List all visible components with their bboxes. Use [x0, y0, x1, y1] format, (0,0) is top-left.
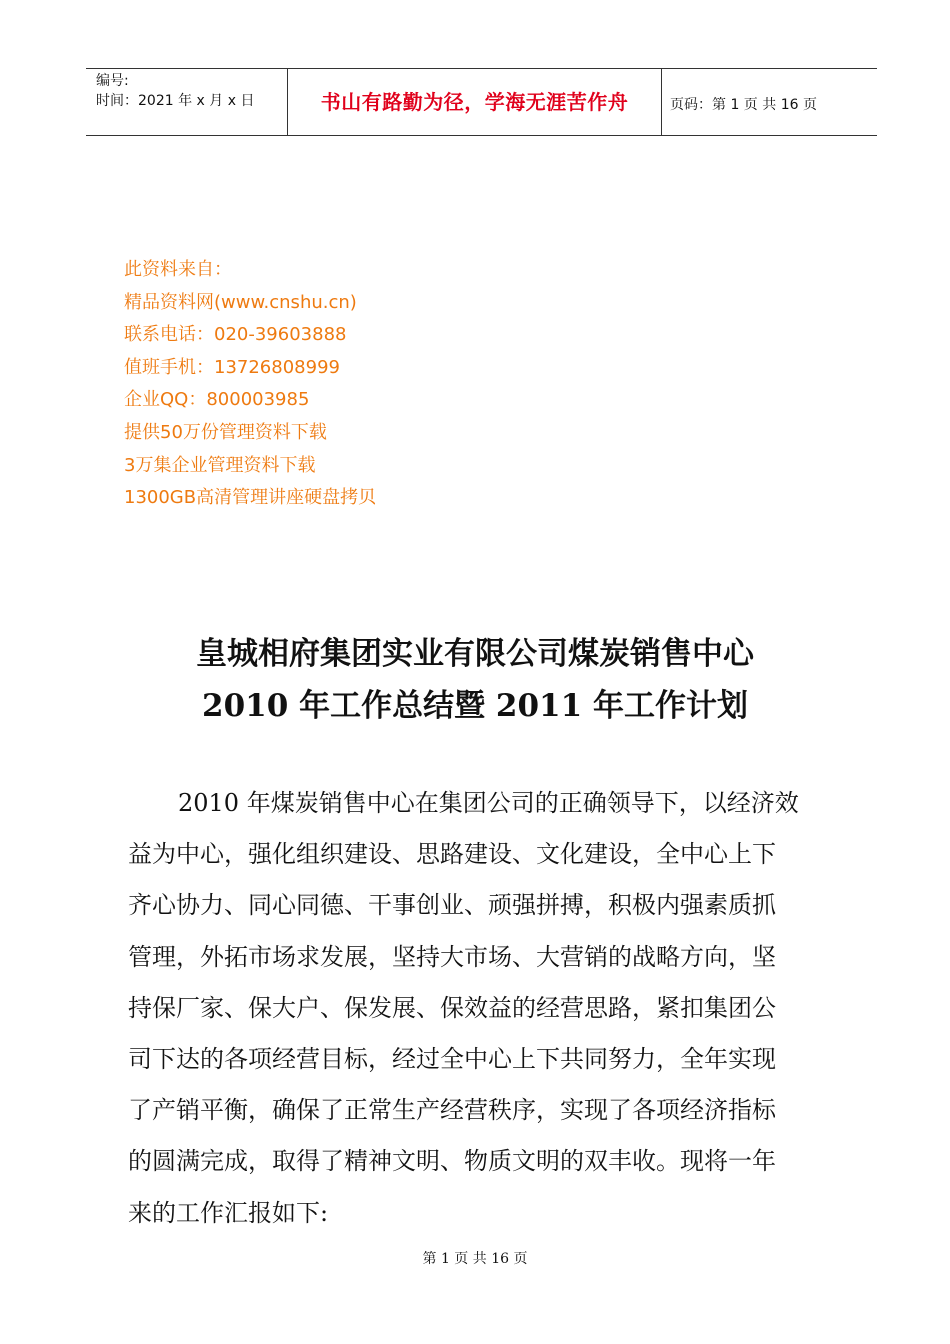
document-body	[128, 778, 848, 1239]
body-line: 司下达的各项经营目标，经过全中心上下共同努力，全年实现	[128, 1045, 776, 1074]
promo-line: 企业QQ：800003985	[124, 389, 310, 411]
header-number-label: 编号:	[96, 73, 129, 89]
promo-line: 3万集企业管理资料下载	[124, 454, 316, 476]
header-bottom-rule	[86, 135, 877, 136]
body-line: 齐心协力、同心同德、干事创业、顽强拼搏，积极内强素质抓	[128, 891, 776, 920]
body-line: 的圆满完成，取得了精神文明、物质文明的双丰收。现将一年	[128, 1147, 776, 1176]
document-title-line-2: 2010 年工作总结暨 2011 年工作计划	[202, 688, 748, 724]
document-title-line-1: 皇城相府集团实业有限公司煤炭销售中心	[196, 636, 754, 672]
body-line: 益为中心，强化组织建设、思路建设、文化建设，全中心上下	[128, 840, 776, 869]
body-line: 管理，外拓市场求发展，坚持大市场、大营销的战略方向，坚	[128, 942, 776, 971]
promo-line: 值班手机：13726808999	[124, 356, 340, 378]
body-line: 2010 年煤炭销售中心在集团公司的正确领导下，以经济效	[178, 789, 799, 817]
header-time-label: 时间：2021 年 x 月 x 日	[96, 93, 255, 109]
promo-line: 1300GB高清管理讲座硬盘拷贝	[124, 487, 377, 509]
body-line: 了产销平衡，确保了正常生产经营秩序，实现了各项经济指标	[128, 1096, 776, 1125]
promo-line: 提供50万份管理资料下载	[124, 421, 327, 443]
body-line: 持保厂家、保大户、保发展、保效益的经营思路，紧扣集团公	[128, 993, 776, 1022]
promo-line: 此资料来自：	[124, 259, 232, 280]
page-footer: 第 1 页 共 16 页	[422, 1251, 528, 1267]
header-meta	[96, 71, 254, 111]
header-page-info: 页码：第 1 页 共 16 页	[670, 97, 817, 113]
header-motto: 书山有路勤为径，学海无涯苦作舟	[320, 90, 629, 114]
body-line: 来的工作汇报如下:	[128, 1198, 329, 1227]
promo-line: 联系电话：020-39603888	[124, 324, 347, 346]
promo-block	[124, 254, 376, 515]
header-divider-right	[661, 69, 662, 135]
header-top-rule	[86, 68, 877, 69]
promo-line: 精品资料网(www.cnshu.cn)	[124, 291, 357, 313]
